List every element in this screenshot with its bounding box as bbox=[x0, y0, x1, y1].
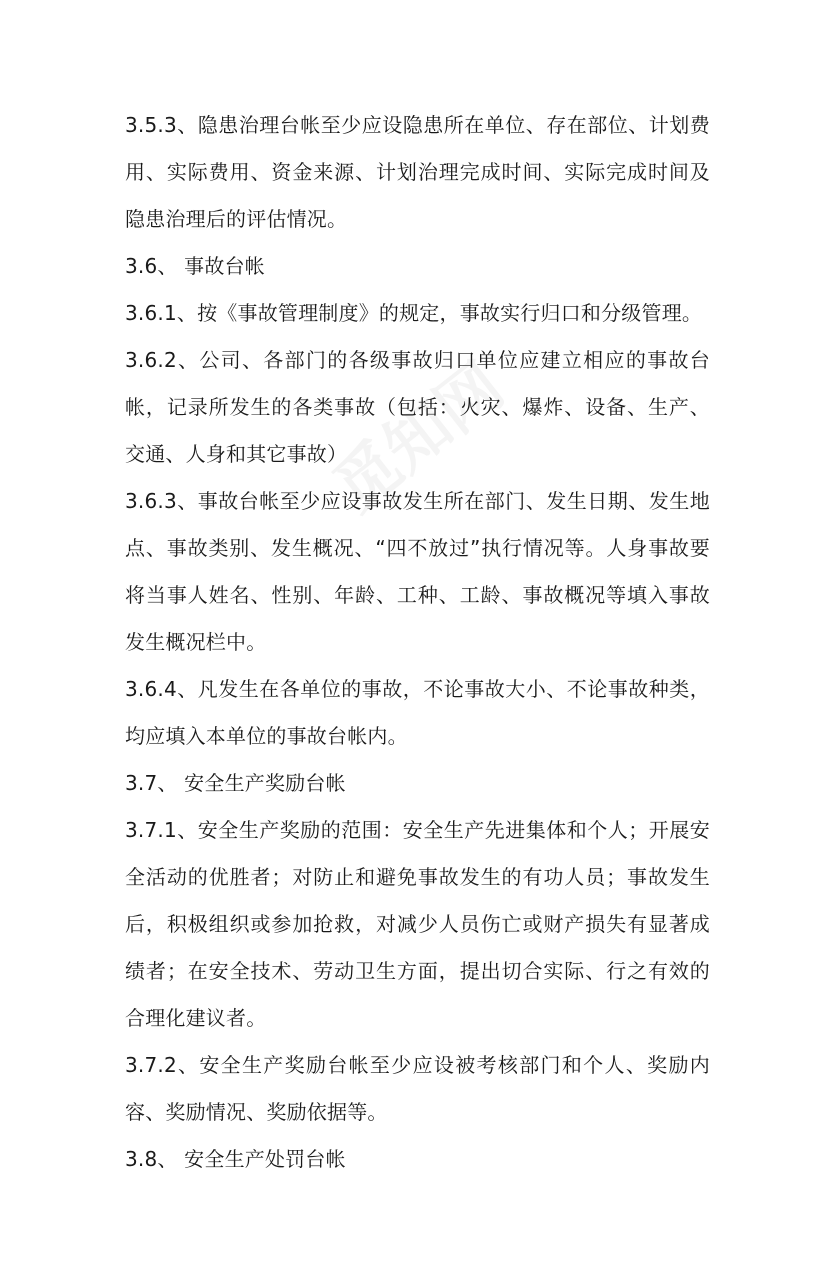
section-heading-3-8: 3.8、 安全生产处罚台帐 bbox=[125, 1147, 346, 1171]
section-heading-3-7: 3.7、 安全生产奖励台帐 bbox=[125, 771, 346, 795]
paragraph-3-7-1: 3.7.1、安全生产奖励的范围：安全生产先进集体和个人；开展安全活动的优胜者；对防止和避免事故发生的有功人员；事故发生后，积极组织或参加抢救，对减少人员伤亡或财产损失有显著成绩者；在安全技术、劳动卫生方面，提出切合实际、行之有效的合理化建议者。 bbox=[125, 818, 710, 1030]
paragraph-3-6-2: 3.6.2、公司、各部门的各级事故归口单位应建立相应的事故台帐，记录所发生的各类事故（包括：火灾、爆炸、设备、生产、交通、人身和其它事故） bbox=[125, 348, 710, 466]
paragraph-3-7-2: 3.7.2、安全生产奖励台帐至少应设被考核部门和个人、奖励内容、奖励情况、奖励依据等。 bbox=[125, 1053, 710, 1124]
paragraph-3-6-4: 3.6.4、凡发生在各单位的事故，不论事故大小、不论事故种类，均应填入本单位的事故台帐内。 bbox=[125, 677, 710, 748]
paragraph-3-5-3: 3.5.3、隐患治理台帐至少应设隐患所在单位、存在部位、计划费用、实际费用、资金来源、计划治理完成时间、实际完成时间及隐患治理后的评估情况。 bbox=[125, 113, 710, 231]
paragraph-3-6-3: 3.6.3、事故台帐至少应设事故发生所在部门、发生日期、发生地点、事故类别、发生概况、“四不放过”执行情况等。人身事故要将当事人姓名、性别、年龄、工种、工龄、事故概况等填入事故发生概况栏中。 bbox=[125, 489, 710, 654]
document-body bbox=[125, 102, 710, 1183]
paragraph-3-6-1: 3.6.1、按《事故管理制度》的规定，事故实行归口和分级管理。 bbox=[125, 301, 703, 325]
section-heading-3-6: 3.6、 事故台帐 bbox=[125, 254, 265, 278]
